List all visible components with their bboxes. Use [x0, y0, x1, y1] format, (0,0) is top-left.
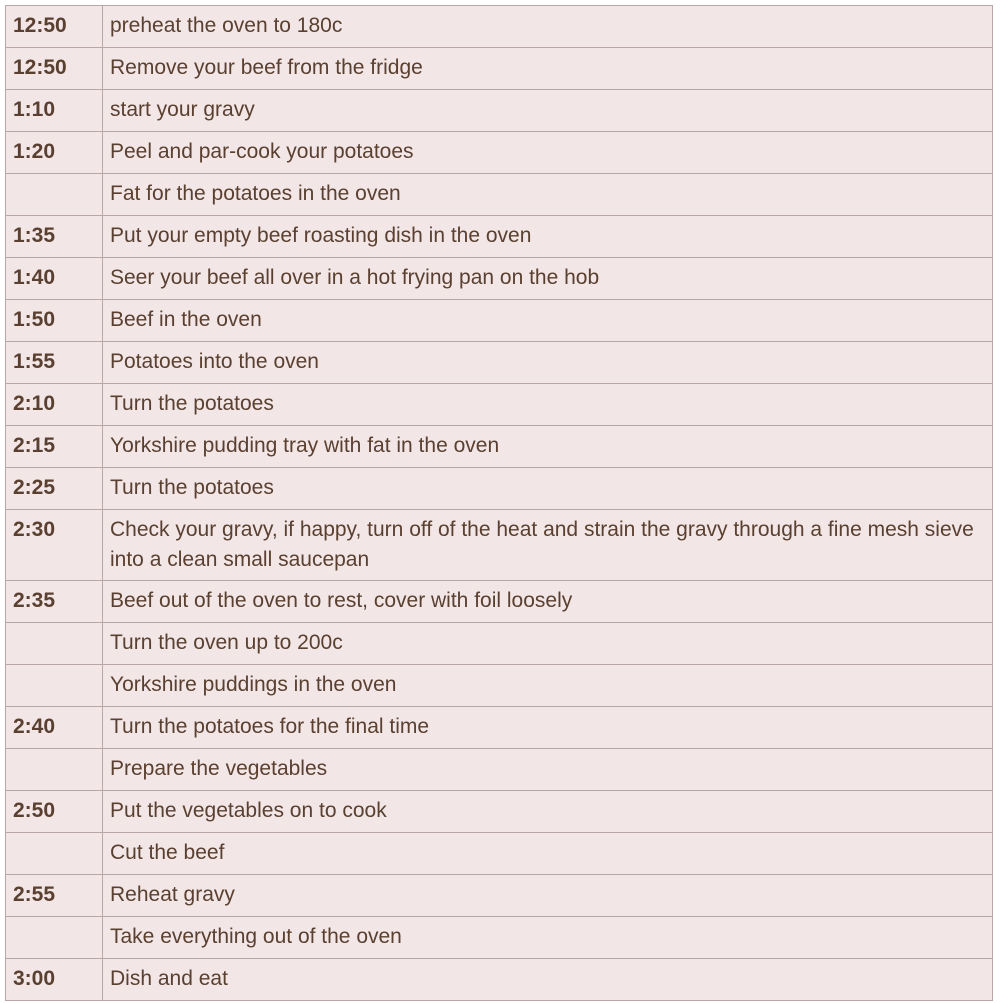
task-cell: Turn the potatoes	[103, 468, 993, 510]
time-cell: 2:50	[6, 791, 103, 833]
time-cell: 2:15	[6, 426, 103, 468]
table-row	[6, 6, 993, 48]
task-cell: Beef in the oven	[103, 300, 993, 342]
table-row	[6, 959, 993, 1001]
time-cell: 1:40	[6, 258, 103, 300]
table-row	[6, 426, 993, 468]
table-row	[6, 665, 993, 707]
task-cell: Prepare the vegetables	[103, 749, 993, 791]
task-cell: Fat for the potatoes in the oven	[103, 174, 993, 216]
task-cell: Check your gravy, if happy, turn off of the heat and strain the gravy through a fine mesh sieve into a clean small saucepan	[103, 510, 993, 581]
time-cell: 2:10	[6, 384, 103, 426]
time-cell: 1:10	[6, 90, 103, 132]
table-row	[6, 917, 993, 959]
time-cell: 3:00	[6, 959, 103, 1001]
task-cell: Beef out of the oven to rest, cover with foil loosely	[103, 581, 993, 623]
table-row	[6, 623, 993, 665]
table-row	[6, 300, 993, 342]
table-row	[6, 833, 993, 875]
time-cell: 1:35	[6, 216, 103, 258]
task-cell: Yorkshire pudding tray with fat in the oven	[103, 426, 993, 468]
time-cell	[6, 833, 103, 875]
task-cell: Take everything out of the oven	[103, 917, 993, 959]
task-cell: Dish and eat	[103, 959, 993, 1001]
time-cell	[6, 174, 103, 216]
time-cell: 1:20	[6, 132, 103, 174]
time-cell: 12:50	[6, 6, 103, 48]
time-cell: 2:25	[6, 468, 103, 510]
table-row	[6, 132, 993, 174]
time-cell	[6, 623, 103, 665]
time-cell	[6, 749, 103, 791]
task-cell: Put the vegetables on to cook	[103, 791, 993, 833]
table-row	[6, 791, 993, 833]
time-cell: 12:50	[6, 48, 103, 90]
table-row	[6, 749, 993, 791]
task-cell: Yorkshire puddings in the oven	[103, 665, 993, 707]
table-row	[6, 216, 993, 258]
table-row	[6, 875, 993, 917]
cooking-schedule-table	[5, 5, 993, 1001]
time-cell: 2:30	[6, 510, 103, 581]
time-cell: 2:40	[6, 707, 103, 749]
task-cell: start your gravy	[103, 90, 993, 132]
task-cell: Turn the potatoes for the final time	[103, 707, 993, 749]
table-row	[6, 90, 993, 132]
task-cell: Potatoes into the oven	[103, 342, 993, 384]
table-row	[6, 48, 993, 90]
task-cell: Remove your beef from the fridge	[103, 48, 993, 90]
task-cell: Turn the oven up to 200c	[103, 623, 993, 665]
table-row	[6, 510, 993, 581]
time-cell: 2:55	[6, 875, 103, 917]
table-row	[6, 174, 993, 216]
time-cell: 2:35	[6, 581, 103, 623]
time-cell: 1:55	[6, 342, 103, 384]
table-row	[6, 384, 993, 426]
table-row	[6, 581, 993, 623]
task-cell: Cut the beef	[103, 833, 993, 875]
task-cell: Put your empty beef roasting dish in the oven	[103, 216, 993, 258]
table-row	[6, 342, 993, 384]
table-row	[6, 258, 993, 300]
time-cell	[6, 917, 103, 959]
task-cell: Reheat gravy	[103, 875, 993, 917]
time-cell	[6, 665, 103, 707]
table-row	[6, 468, 993, 510]
task-cell: Turn the potatoes	[103, 384, 993, 426]
task-cell: Peel and par-cook your potatoes	[103, 132, 993, 174]
time-cell: 1:50	[6, 300, 103, 342]
task-cell: preheat the oven to 180c	[103, 6, 993, 48]
table-row	[6, 707, 993, 749]
task-cell: Seer your beef all over in a hot frying pan on the hob	[103, 258, 993, 300]
